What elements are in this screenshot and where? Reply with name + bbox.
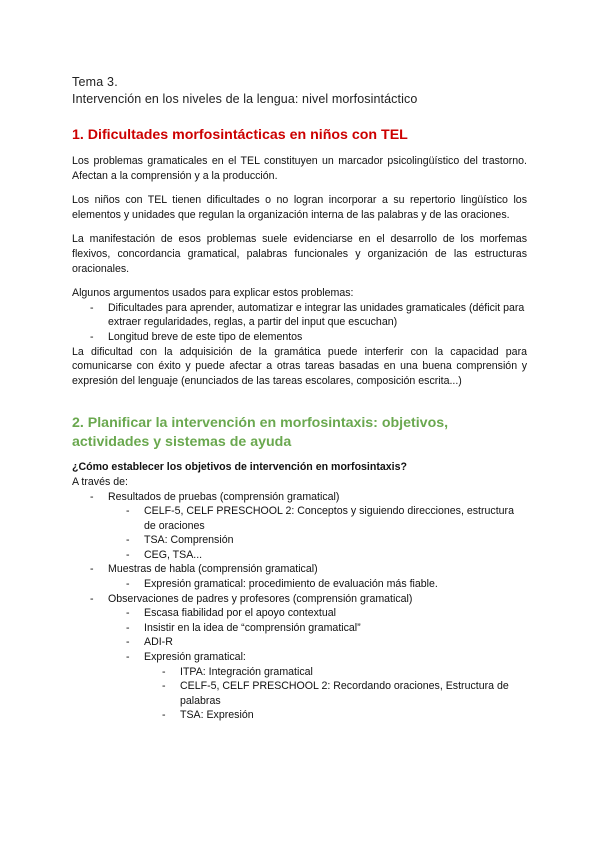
sublist (108, 606, 527, 723)
list-item (108, 635, 527, 650)
list-item-text: Dificultades para aprender, automatizar e integrar las unidades gramaticales (déficit para extraer regularidades, reglas, a partir del input que escuchan) (108, 301, 525, 329)
dash-bullet: - (126, 534, 130, 547)
list-item-text: Expresión gramatical: (144, 651, 246, 664)
section-2-heading: 2. Planificar la intervención en morfosintaxis: objetivos, actividades y sistemas de ayuda (72, 415, 449, 451)
topic-subtitle: Intervención en los niveles de la lengua: nivel morfosintáctico (72, 92, 418, 106)
list-item (144, 679, 527, 708)
arguments-list (72, 301, 527, 345)
section-1-paragraph-3: La manifestación de esos problemas suele evidenciarse en el desarrollo de los morfemas flexivos, concordancia gramatical, palabras funcionales y organización de las estructuras oracionales. (72, 233, 527, 275)
list-item (108, 621, 527, 636)
sublist (108, 577, 527, 592)
topic-number: Tema 3. (72, 75, 118, 89)
dash-bullet: - (90, 592, 94, 605)
section-1-heading: 1. Dificultades morfosintácticas en niños con TEL (72, 127, 408, 143)
list-item (72, 562, 527, 591)
sublist (144, 665, 527, 723)
dash-bullet: - (162, 665, 166, 678)
list-item-text: TSA: Comprensión (144, 534, 234, 547)
list-item-text: CELF-5, CELF PRESCHOOL 2: Conceptos y siguiendo direcciones, estructura de oraciones (144, 505, 514, 532)
list-item (108, 548, 527, 563)
dash-bullet: - (126, 548, 130, 561)
dash-bullet: - (90, 330, 94, 343)
list-item-text: Muestras de habla (comprensión gramatical) (108, 563, 318, 576)
list-item (108, 577, 527, 592)
list-item-text: Longitud breve de este tipo de elementos (108, 330, 303, 343)
dash-bullet: - (126, 636, 130, 649)
dash-bullet: - (90, 563, 94, 576)
dash-bullet: - (90, 490, 94, 503)
list-item (108, 504, 527, 533)
dash-bullet: - (162, 680, 166, 693)
list-item-text: Observaciones de padres y profesores (comprensión gramatical) (108, 592, 413, 605)
list-item (72, 330, 527, 345)
list-item-text: CEG, TSA... (144, 548, 203, 561)
dash-bullet: - (126, 505, 130, 518)
dash-bullet: - (126, 621, 130, 634)
list-item-text: ADI-R (144, 636, 173, 649)
list-item-text: Insistir en la idea de “comprensión gramatical” (144, 621, 361, 634)
arguments-intro: Algunos argumentos usados para explicar estos problemas: (72, 287, 354, 300)
dash-bullet: - (162, 709, 166, 722)
sources-list (72, 490, 527, 724)
objectives-question: ¿Cómo establecer los objetivos de intervención en morfosintaxis? (72, 461, 407, 474)
dash-bullet: - (126, 607, 130, 620)
section-1-paragraph-1: Los problemas gramaticales en el TEL constituyen un marcador psicolingüístico del trastorno. Afectan a la comprensión y a la producción. (72, 155, 527, 182)
list-item (144, 708, 527, 723)
dash-bullet: - (90, 301, 94, 314)
list-item-text: Resultados de pruebas (comprensión gramatical) (108, 490, 340, 503)
list-item (108, 533, 527, 548)
dash-bullet: - (126, 651, 130, 664)
list-item-text: TSA: Expresión (180, 709, 254, 722)
list-item-text: Expresión gramatical: procedimiento de evaluación más fiable. (144, 578, 438, 591)
list-item-text: CELF-5, CELF PRESCHOOL 2: Recordando oraciones, Estructura de palabras (180, 680, 509, 707)
document-page (72, 74, 527, 723)
sublist (108, 504, 527, 562)
through-label: A través de: (72, 475, 128, 488)
list-item-text: Escasa fiabilidad por el apoyo contextual (144, 607, 336, 620)
list-item (108, 606, 527, 621)
section-1-paragraph-4: La dificultad con la adquisición de la gramática puede interferir con la capacidad para comunicarse con éxito y puede afectar a otras tareas basadas en una buena comprensión y expresión del lenguaje (enunciados de las tareas escolares, composición escrita...) (72, 345, 527, 387)
section-1-paragraph-2: Los niños con TEL tienen dificultades o no logran incorporar a su repertorio lingüístico los elementos y unidades que regulan la organización interna de las palabras y de las oraciones. (72, 194, 527, 221)
list-item (72, 490, 527, 563)
dash-bullet: - (126, 578, 130, 591)
list-item (72, 301, 527, 330)
list-item (144, 665, 527, 680)
list-item (72, 592, 527, 723)
list-item-text: ITPA: Integración gramatical (180, 665, 313, 678)
list-item (108, 650, 527, 723)
